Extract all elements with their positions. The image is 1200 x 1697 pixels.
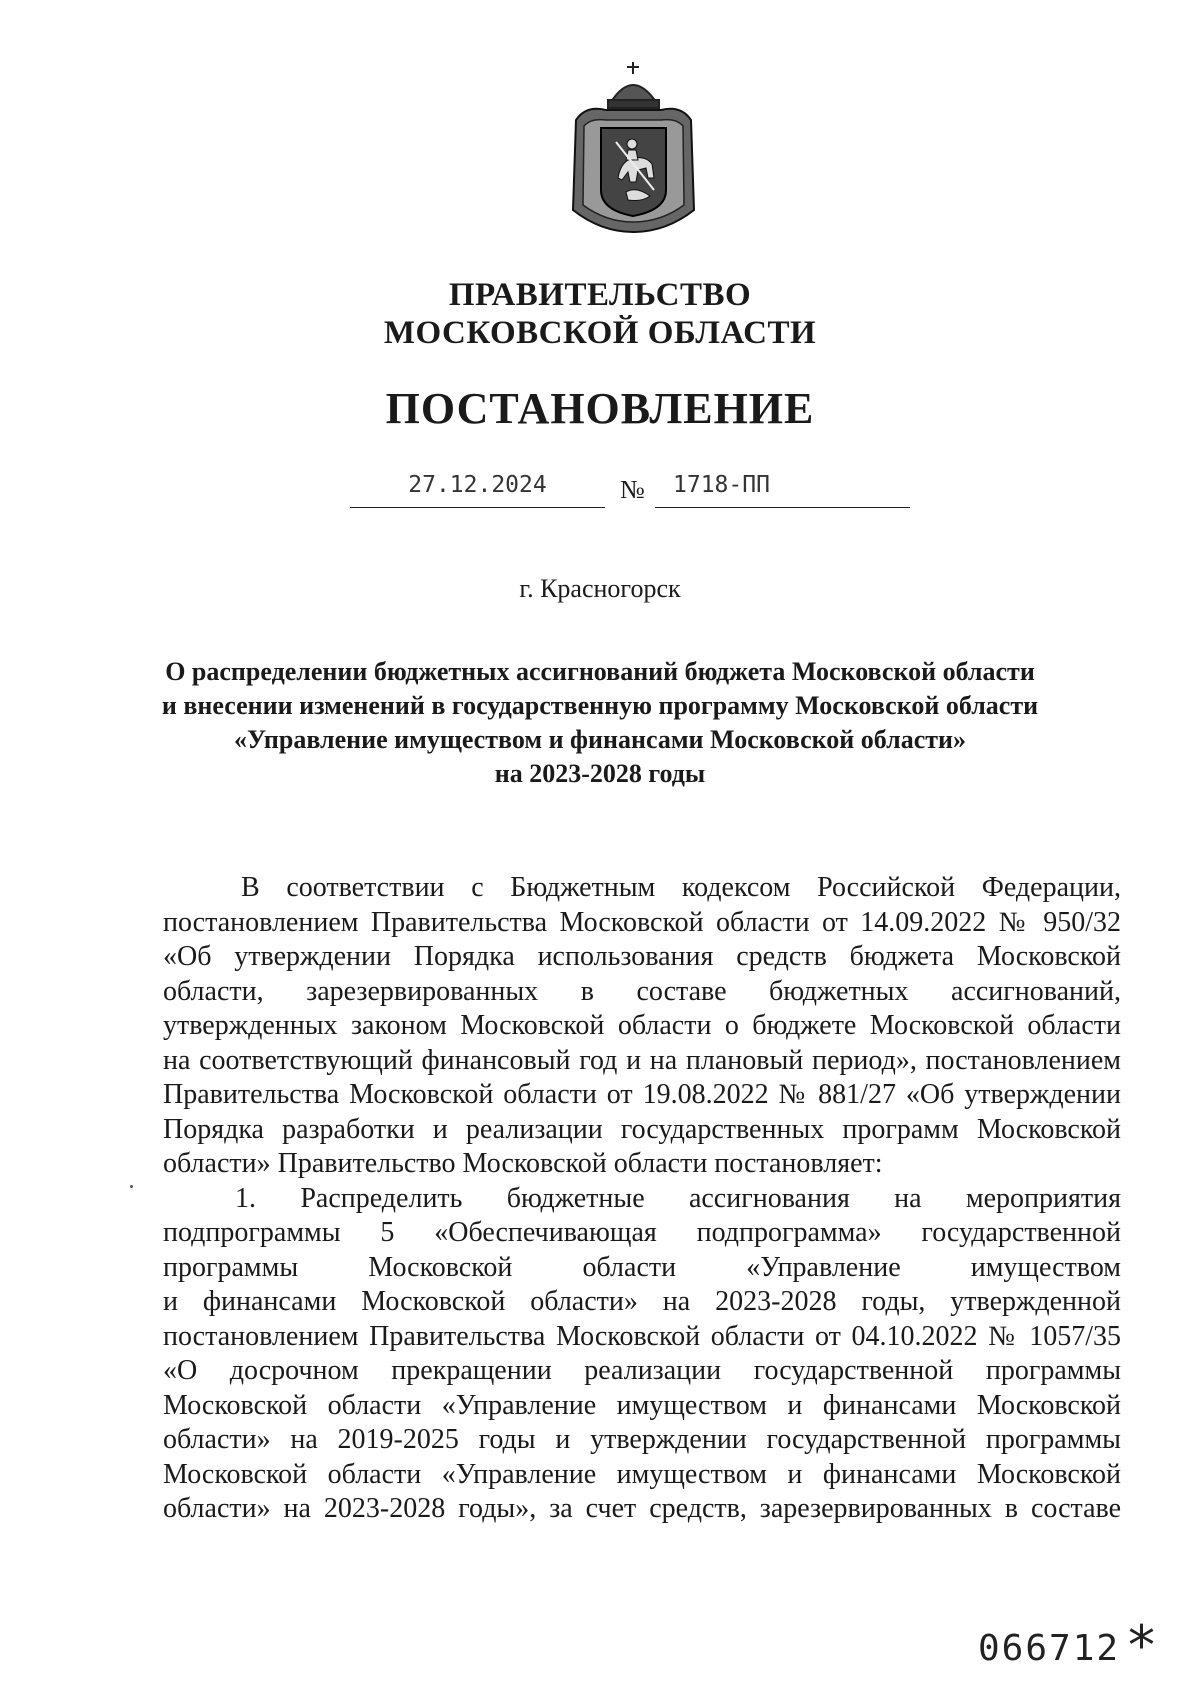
organization-name-line-2: МОСКОВСКОЙ ОБЛАСТИ: [383, 315, 817, 351]
document-heading: [0, 655, 1200, 791]
body-line: области» Правительство Московской области постановляет:: [163, 1148, 883, 1179]
body-line: «Об утверждении Порядка использования средств бюджета Московской: [163, 941, 1121, 972]
date-underline: [350, 507, 605, 508]
body-line: и финансами Московской области» на 2023-2028 годы, утвержденной: [163, 1286, 1121, 1317]
star-mark: *: [1128, 1614, 1155, 1677]
city-name: г. Красногорск: [519, 574, 681, 603]
heading-line: на 2023-2028 годы: [494, 759, 706, 788]
body-line: подпрограммы 5 «Обеспечивающая подпрограмма» государственной: [163, 1217, 1121, 1248]
body-line: Порядка разработки и реализации государственных программ Московской: [163, 1113, 1121, 1145]
heading-line: «Управление имуществом и финансами Московской области»: [233, 725, 967, 754]
body-line: на соответствующий финансовый год и на плановый период», постановлением: [163, 1044, 1121, 1076]
body-line: постановлением Правительства Московской области от 14.09.2022 № 950/32: [163, 906, 1121, 938]
coat-of-arms-emblem: [566, 60, 701, 235]
scan-speck: [130, 1185, 133, 1188]
body-line: утвержденных законом Московской области о бюджете Московской области: [163, 1010, 1121, 1041]
body-line: программы Московской области «Управление имуществом: [163, 1251, 1121, 1283]
heading-line: О распределении бюджетных ассигнований бюджета Московской области: [165, 657, 1035, 686]
date-number-row: [0, 472, 1200, 512]
number-sign: №: [620, 475, 645, 504]
heading-line: и внесении изменений в государственную программу Московской области: [161, 691, 1039, 720]
body-line: постановлением Правительства Московской области от 04.10.2022 № 1057/35: [163, 1320, 1121, 1352]
body-line: Московской области «Управление имуществом и финансами Московской: [163, 1458, 1121, 1490]
body-line: области, зарезервированных в составе бюджетных ассигнований,: [163, 975, 1121, 1007]
body-line: 1. Распределить бюджетные ассигнования на мероприятия: [235, 1182, 1121, 1214]
body-line: В соответствии с Бюджетным кодексом Российской Федерации,: [241, 872, 1121, 903]
document-date: 27.12.2024: [408, 472, 547, 498]
number-underline: [655, 507, 910, 508]
body-line: «О досрочном прекращении реализации государственной программы: [163, 1355, 1121, 1386]
body-line: области» на 2023-2028 годы», за счет средств, зарезервированных в составе: [163, 1493, 1121, 1524]
document-body: [163, 871, 1121, 1527]
form-serial-number: 066712: [978, 1628, 1121, 1669]
body-line: области» на 2019-2025 годы и утверждении государственной программы: [163, 1424, 1121, 1455]
document-type-title: ПОСТАНОВЛЕНИЕ: [385, 384, 815, 433]
body-line: Московской области «Управление имуществом и финансами Московской: [163, 1389, 1121, 1421]
organization-name-line-1: ПРАВИТЕЛЬСТВО: [448, 277, 752, 313]
body-line: Правительства Московской области от 19.08.2022 № 881/27 «Об утверждении: [163, 1079, 1121, 1110]
document-number: 1718-ПП: [673, 472, 770, 498]
